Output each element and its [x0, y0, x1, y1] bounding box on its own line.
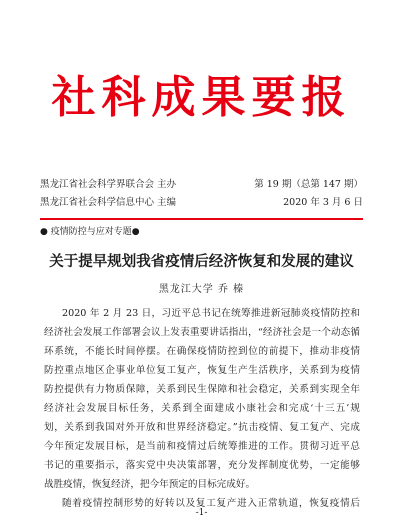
page-number: -1- — [195, 508, 208, 518]
body-line: 今年预定发展目标，是当前和疫情过后统筹推进的工作。贯彻习近平总 — [44, 441, 360, 452]
body-line: 经济社会发展目标任务，关系到全面建成小康社会和完成‘十三五’规 — [44, 403, 360, 414]
editor-label: 黑龙江省社会科学信息中心 主编 — [40, 197, 177, 208]
article-title: 关于提早规划我省疫情后经济恢复和发展的建议 — [49, 253, 354, 270]
meta-row-2 — [40, 196, 363, 210]
body-line: 2020 年 2 月 23 日，习近平总书记在统筹推进新冠肺炎疫情防控和 — [62, 308, 360, 319]
body-line: 防控提供有力物质保障，关系到民生保障和社会稳定，关系到实现全年 — [44, 384, 360, 395]
issue-number: 第 19 期（总第 147 期） — [254, 179, 363, 190]
body-line: 随着疫情控制形势的好转以及复工复产进入正常轨道，恢复疫情后 — [62, 498, 360, 509]
body-line: 战胜疫情，恢复经济，把今年预定的目标完成好。 — [44, 479, 256, 490]
section-tag: ● 疫情防控与应对专题● — [40, 227, 140, 237]
body-line: 划，关系到我国对外开放和世界经济稳定。”抗击疫情、复工复产、完成 — [44, 422, 360, 433]
article-body — [44, 304, 360, 513]
masthead-title: 社科成果要报 — [51, 72, 352, 123]
body-line: 经济社会发展工作部署会议上发表重要讲话指出，“经济社会是一个动态循 — [44, 327, 360, 338]
meta-row-1 — [40, 178, 363, 192]
body-line: 书记的重要指示，落实党中央决策部署，充分发挥制度优势，一定能够 — [44, 460, 360, 471]
issue-date: 2020 年 3 月 6 日 — [283, 197, 363, 208]
header-divider — [40, 218, 363, 220]
sponsor-label: 黑龙江省社会科学界联合会 主办 — [40, 179, 177, 190]
body-line: 防控重点地区企事业单位复工复产，恢复生产生活秩序，关系到为疫情 — [44, 365, 360, 376]
body-line: 环系统，不能长时间停摆。在确保疫情防控到位的前提下，推动非疫情 — [44, 346, 360, 357]
article-author: 黑龙江大学 乔 榛 — [158, 284, 245, 295]
